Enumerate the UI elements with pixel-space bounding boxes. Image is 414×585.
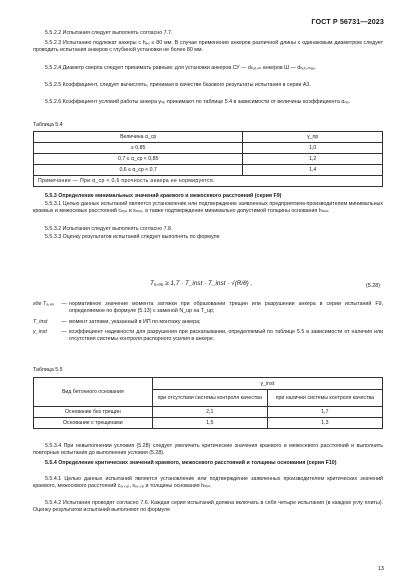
para-5-5-2-5: 5.5.2.5 Коэффициент, следует вычислять, принимая в качестве базового результаты испытания в серии A3. xyxy=(45,82,311,88)
para-5-5-3-2: 5.5.3.2 Испытания следует выполнять согласно 7.8. xyxy=(45,226,173,232)
table-5-4-header-gamma: γ_np xyxy=(243,132,383,143)
para-5-5-3-3: 5.5.3.3 Оценку результатов испытаний следует выполнять по формуле xyxy=(45,234,220,240)
table-cell: 1,2 xyxy=(243,154,383,165)
para-5-5-2-6: 5.5.2.6 Коэффициент условий работы анкера γₙₚ принимают по таблице 5.4 в зависимости от величины коэффициента αₙₚ. xyxy=(45,99,351,105)
para-5-5-3-4: 5.5.3.4 При невыполнении условия (5.28) следует увеличить критические значения краевого и межосевого расстояний и выполнить повторные испытания до выполнения условия (5.28). xyxy=(33,443,383,457)
table-cell: 1,7 xyxy=(267,407,382,418)
table-5-5-header-gamma: γ_inst xyxy=(152,378,382,390)
table-cell: 1,0 xyxy=(243,143,383,154)
definition-row: γ_inst — коэффициент надежности для разрушения при раскалывании, определяемый по таблице 5.5 в зависимости от наличия или отсутствия системы контроля распорного усилия в анкере. xyxy=(33,328,383,343)
para-5-5-4-1: 5.5.4.1 Целью данных испытаний является установление или подтверждение заявленных производителем критических значений краевого, межосевого расстояний cₒᵣ,ₛₚ, sₒᵣ,ₛₚ и толщины основания hₘᵢₙ. xyxy=(33,476,383,490)
formula-definitions xyxy=(33,301,383,343)
section-5-5-3-title: 5.5.3 Определение минимальных значений краевого и межосевого расстояний (серия F9) xyxy=(45,193,282,199)
table-cell: Основание с трещинами xyxy=(34,418,153,429)
table-5-4-note: Примечание — При α_cp < 0,6 прочность анкера не нормируется. xyxy=(34,176,383,187)
definition-row: где T₅,₉₅ — нормативное значение момента затяжки при образовании трещин или разрушении анкера в серии испытаний F9, определяемое по формуле (5.13) с заменой N_up на T_up; xyxy=(33,301,383,315)
para-5-5-2-2: 5.5.2.2 Испытания следует выполнять согласно 7.7. xyxy=(45,30,173,36)
page-number: 13 xyxy=(377,566,384,572)
definition-term: γ_inst xyxy=(33,328,47,335)
table-5-4-header-alpha: Величина α_cp xyxy=(34,132,243,143)
table-5-5 xyxy=(33,377,383,429)
formula-number: (5.28) xyxy=(365,283,380,289)
definition-text: коэффициент надежности для разрушения при раскалывании, определяемый по таблице 5.5 в зависимости от наличия или отсутствия системы контроля распорного усилия в анкере. xyxy=(69,328,383,343)
table-5-4-caption: Таблица 5.4 xyxy=(33,122,63,128)
table-cell: 0,6 ≤ α_cp < 0,7 xyxy=(34,165,243,176)
table-5-4 xyxy=(33,131,383,187)
table-cell: 1,5 xyxy=(152,418,267,429)
table-5-5-header-base: Вид бетонного основания xyxy=(34,378,153,407)
para-5-5-4-2: 5.5.4.2 Испытания проводят согласно 7.6. Каждая серия испытаний должна включать в себя четыре испытания (в каждом углу плиты). Оценку результатов испытаний выполняют по формуле xyxy=(33,500,383,514)
table-cell: 1,3 xyxy=(267,418,382,429)
table-row xyxy=(34,407,383,418)
table-5-5-caption: Таблица 5.5 xyxy=(33,367,63,373)
definition-text: момент затяжки, указанный в ИП по монтажу анкера; xyxy=(69,318,201,325)
formula-5-28: T₅,₉₅ ≥ 1,7 · T_inst · T_inst · √(R/θ) , xyxy=(150,280,253,287)
section-5-5-4-title: 5.5.4 Определение критических значений краевого, межосевого расстояний и толщины основания (серия F10) xyxy=(45,460,337,466)
table-cell: Основание без трещин xyxy=(34,407,153,418)
definition-term: T_inst xyxy=(33,318,48,325)
table-row xyxy=(34,418,383,429)
definition-text: нормативное значение момента затяжки при образовании трещин или разрушении анкера в серии испытаний F9, определяемое по формуле (5.13) с заменой N_up на T_up; xyxy=(69,301,383,315)
table-cell: 2,1 xyxy=(152,407,267,418)
table-cell: ≥ 0,85 xyxy=(34,143,243,154)
table-5-5-header-no-control: при отсутствии системы контроля качества xyxy=(152,390,267,407)
table-row xyxy=(34,143,383,154)
table-row xyxy=(34,154,383,165)
table-cell: 0,7 ≤ α_cp < 0,85 xyxy=(34,154,243,165)
table-5-5-header-with-control: при наличии системы контроля качества xyxy=(267,390,382,407)
table-row xyxy=(34,165,383,176)
table-cell: 1,4 xyxy=(243,165,383,176)
para-5-5-2-4: 5.5.2.4 Диаметр сверла следует принимать равным: для установки анкеров СУ — dₕᵤₜ,ₘ анкеров Ш — dₕᵤₜ,ₘₐₓ. xyxy=(45,65,316,71)
standard-header: ГОСТ Р 56731—2023 xyxy=(311,17,384,26)
definition-row: T_inst — момент затяжки, указанный в ИП по монтажу анкера; xyxy=(33,319,383,326)
para-5-5-3-1: 5.5.3.1 Целью данных испытаний является установление или подтверждение заявленных предприятием-производителем минимальных краевых и межосевых расстояний cₘᵢₙ и sₘᵢₙ, а также подтверждение минимально допустимой толщины основания hₘᵢₙ. xyxy=(33,201,383,215)
definition-term: где T₅,₉₅ xyxy=(33,301,54,307)
para-5-5-2-3: 5.5.2.3 Испытанию подлежат анкеры с hₑₒ ≤ 80 мм. В случае применения анкеров различной длины с одинаковым диаметром следует проводить испытания анкеров с глубиной установки не более 80 мм. xyxy=(33,40,383,54)
